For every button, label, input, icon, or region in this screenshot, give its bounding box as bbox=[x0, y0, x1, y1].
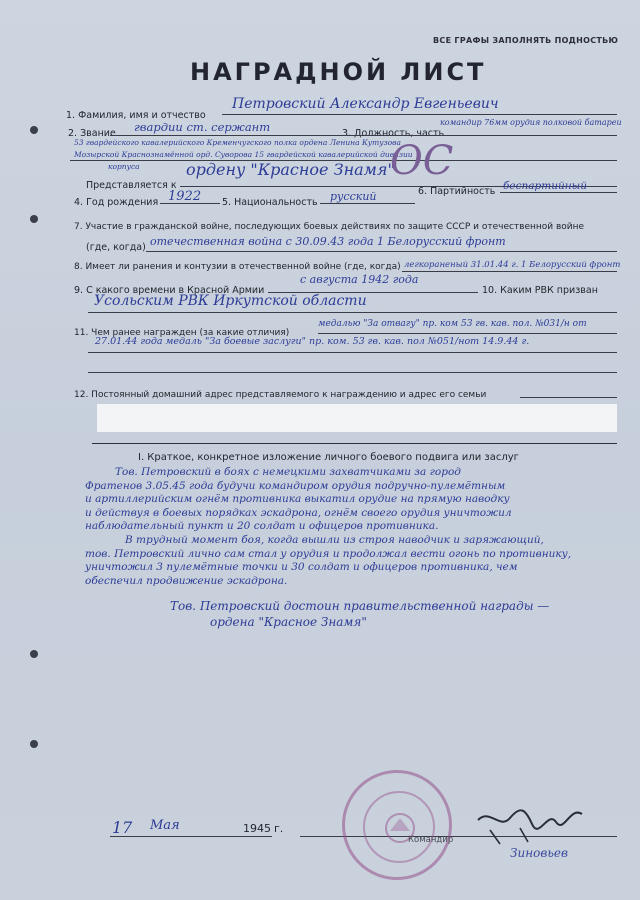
field-7-value: отечественная война с 30.09.43 года 1 Белорусский фронт bbox=[150, 235, 506, 248]
field-11-value-1: медалью "За отвагу" пр. ком 53 гв. кав. пол. №031/н от bbox=[318, 319, 587, 329]
field-9-value: с августа 1942 года bbox=[300, 273, 419, 286]
feat-line: обеспечил продвижение эскадрона. bbox=[85, 574, 288, 587]
nomination-conclusion bbox=[170, 598, 549, 630]
section-title: I. Краткое, конкретное изложение личного боевого подвига или заслуг bbox=[138, 452, 519, 463]
field-7-label-2: (где, когда) bbox=[86, 242, 146, 253]
feat-line: уничтожил 3 пулемётные точки и 30 солдат и офицеров противника, чем bbox=[85, 561, 518, 574]
field-2-value: гвардии ст. сержант bbox=[134, 120, 271, 134]
field-3-value-1: командир 76мм орудия полковой батареи bbox=[440, 118, 622, 127]
field-5-label: 5. Национальность bbox=[222, 197, 318, 208]
field-4-label: 4. Год рождения bbox=[74, 197, 159, 208]
feat-line: и действуя в боевых порядках эскадрона, огнём своего орудия уничтожил bbox=[85, 506, 512, 519]
field-8-value: легкораненый 31.01.44 г. 1 Белорусский фронт bbox=[404, 260, 621, 270]
fill-all-fields-note: ВСЕ ГРАФЫ ЗАПОЛНЯТЬ ПОДНОСТЬЮ bbox=[433, 36, 619, 45]
field-1-label: 1. Фамилия, имя и отчество bbox=[66, 110, 206, 121]
feat-line: Фратенов 3.05.45 года будучи командиром орудия подручно-пулемётным bbox=[85, 479, 506, 492]
field-3-label: 3. Должность, часть bbox=[342, 128, 445, 139]
date-year: 1945 bbox=[243, 822, 271, 835]
presented-value: ордену "Красное Знамя" bbox=[186, 160, 395, 179]
feat-line: тов. Петровский лично сам стал у орудия и продолжал вести огонь по противнику, bbox=[85, 547, 572, 560]
field-1-value: Петровский Александр Евгеньевич bbox=[232, 96, 499, 112]
field-10-value: Усольским РВК Иркутской области bbox=[94, 293, 367, 309]
field-5-value: русский bbox=[330, 190, 377, 203]
punch-hole-3 bbox=[30, 650, 38, 658]
redacted-address bbox=[97, 404, 617, 432]
feat-line: и артиллерийским огнём противника выкатил орудие на прямую наводку bbox=[85, 493, 510, 506]
commander-note: Командир bbox=[408, 835, 454, 845]
date-year-suffix: г. bbox=[274, 822, 284, 835]
feat-line: В трудный момент боя, когда вышли из строя наводчик и заряжающий, bbox=[125, 533, 544, 546]
field-4-value: 1922 bbox=[168, 189, 202, 204]
date-month: Мая bbox=[150, 818, 180, 833]
date-day: 17 bbox=[112, 818, 133, 837]
field-3-value-4: корпуса bbox=[108, 162, 140, 171]
order-mark: ОС bbox=[390, 138, 454, 184]
field-3-value-3: Мозырской Краснознамённой орд. Суворова 15 гвардейской кавалерийской дивизии bbox=[74, 150, 413, 159]
signature-icon bbox=[470, 800, 590, 850]
feat-line: Тов. Петровский в боях с немецкими захватчиками за город bbox=[115, 466, 461, 478]
field-11-label: 11. Чем ранее награжден (за какие отличия) bbox=[74, 328, 290, 338]
field-12-label: 12. Постоянный домашний адрес представляемого к награждению и адрес его семьи bbox=[74, 390, 487, 400]
punch-hole-4 bbox=[30, 740, 38, 748]
punch-hole-1 bbox=[30, 126, 38, 134]
feat-line: наблюдательный пункт и 20 солдат и офицеров противника. bbox=[85, 520, 439, 533]
field-6-label: 6. Партийность bbox=[418, 186, 496, 197]
field-8-label: 8. Имеет ли ранения и контузии в отечественной войне (где, когда) bbox=[74, 262, 401, 272]
feat-description bbox=[85, 466, 625, 588]
stamp-emblem bbox=[345, 773, 455, 883]
field-2-label: 2. Звание bbox=[68, 128, 116, 139]
presented-label: Представляется к bbox=[86, 180, 177, 191]
field-11-value-2: 27.01.44 года медаль "За боевые заслуги" пр. ком. 53 гв. кав. пол №051/нот 14.9.44 г. bbox=[95, 336, 530, 347]
official-stamp bbox=[342, 770, 452, 880]
page-title: НАГРАДНОЙ ЛИСТ bbox=[190, 58, 487, 86]
field-6-value: беспартийный bbox=[503, 180, 587, 192]
field-7-label-1: 7. Участие в гражданской войне, последующих боевых действиях по защите СССР и отечественной войне bbox=[74, 222, 585, 232]
field-3-value-2: 53 гвардейского кавалерийского Кременчугского полка ордена Ленина Кутузова bbox=[74, 138, 402, 147]
field-10-label: 10. Каким РВК призван bbox=[482, 285, 598, 296]
conclusion-line-2: ордена "Красное Знамя" bbox=[210, 615, 367, 629]
conclusion-line-1: Тов. Петровский достоин правительственной награды — bbox=[170, 599, 550, 613]
signature-name: Зиновьев bbox=[510, 846, 568, 860]
punch-hole-2 bbox=[30, 215, 38, 223]
field-9-label: 9. С какого времени в Красной Армии bbox=[74, 285, 265, 296]
